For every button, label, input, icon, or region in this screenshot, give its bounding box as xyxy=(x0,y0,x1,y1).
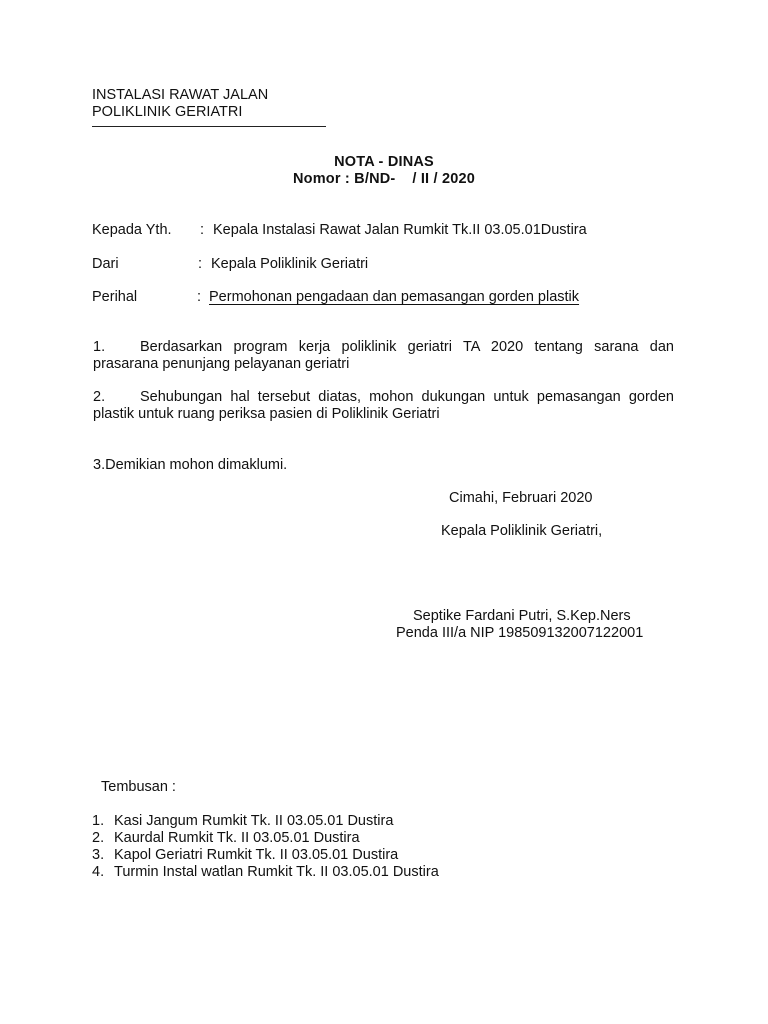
list-item-text: Kasi Jangum Rumkit Tk. II 03.05.01 Dustira xyxy=(114,813,394,829)
field-label-dari: Dari xyxy=(92,256,119,272)
list-item-number: 1. xyxy=(92,813,105,829)
list-item-number: 3. xyxy=(92,847,105,863)
list-item-number: 2. xyxy=(92,830,105,846)
field-sep-dari: : xyxy=(198,256,203,272)
signer-name: Septike Fardani Putri, S.Kep.Ners xyxy=(413,608,631,624)
paragraph-number: 1. xyxy=(93,339,106,355)
list-item-text: Turmin Instal watlan Rumkit Tk. II 03.05.01 Dustira xyxy=(114,864,439,880)
paragraph-number: 2. xyxy=(93,389,106,405)
cc-heading: Tembusan : xyxy=(101,779,176,795)
field-value-dari: Kepala Poliklinik Geriatri xyxy=(211,256,369,272)
paragraph-text: Sehubungan hal tersebut diatas, mohon dukungan untuk pemasangan gorden plastik untuk ruang periksa pasien di Poliklinik Geriatri xyxy=(93,389,674,422)
list-item-text: Kapol Geriatri Rumkit Tk. II 03.05.01 Dustira xyxy=(114,847,399,863)
list-item xyxy=(92,830,439,847)
signer-rank-nip: Penda III/a NIP 198509132007122001 xyxy=(396,625,644,641)
cc-list xyxy=(92,813,439,881)
field-sep-perihal: : xyxy=(197,289,202,305)
paragraph-text: Berdasarkan program kerja poliklinik geriatri TA 2020 tentang sarana dan prasarana penunjang pelayanan geriatri xyxy=(93,339,674,372)
place-date: Cimahi, Februari 2020 xyxy=(449,490,593,506)
list-item xyxy=(92,847,439,864)
signer-position: Kepala Poliklinik Geriatri, xyxy=(441,523,603,539)
field-label-kepada: Kepada Yth. xyxy=(92,222,172,238)
header-divider xyxy=(92,126,326,127)
field-label-perihal: Perihal xyxy=(92,289,138,305)
body-paragraph-3: 3.Demikian mohon dimaklumi. xyxy=(93,457,288,473)
document-title: NOTA - DINAS xyxy=(334,154,434,170)
list-item-text: Kaurdal Rumkit Tk. II 03.05.01 Dustira xyxy=(114,830,360,846)
body-paragraph-2 xyxy=(93,389,674,423)
body-paragraph-1 xyxy=(93,339,674,373)
field-value-kepada: Kepala Instalasi Rawat Jalan Rumkit Tk.II 03.05.01Dustira xyxy=(213,222,587,238)
field-sep-kepada: : xyxy=(200,222,205,238)
field-value-perihal: Permohonan pengadaan dan pemasangan gorden plastik xyxy=(209,289,580,305)
document-number: Nomor : B/ND- / II / 2020 xyxy=(292,171,476,187)
list-item xyxy=(92,813,439,830)
list-item xyxy=(92,864,439,881)
header-unit: POLIKLINIK GERIATRI xyxy=(92,104,243,120)
header-institution: INSTALASI RAWAT JALAN xyxy=(92,87,269,103)
list-item-number: 4. xyxy=(92,864,105,880)
